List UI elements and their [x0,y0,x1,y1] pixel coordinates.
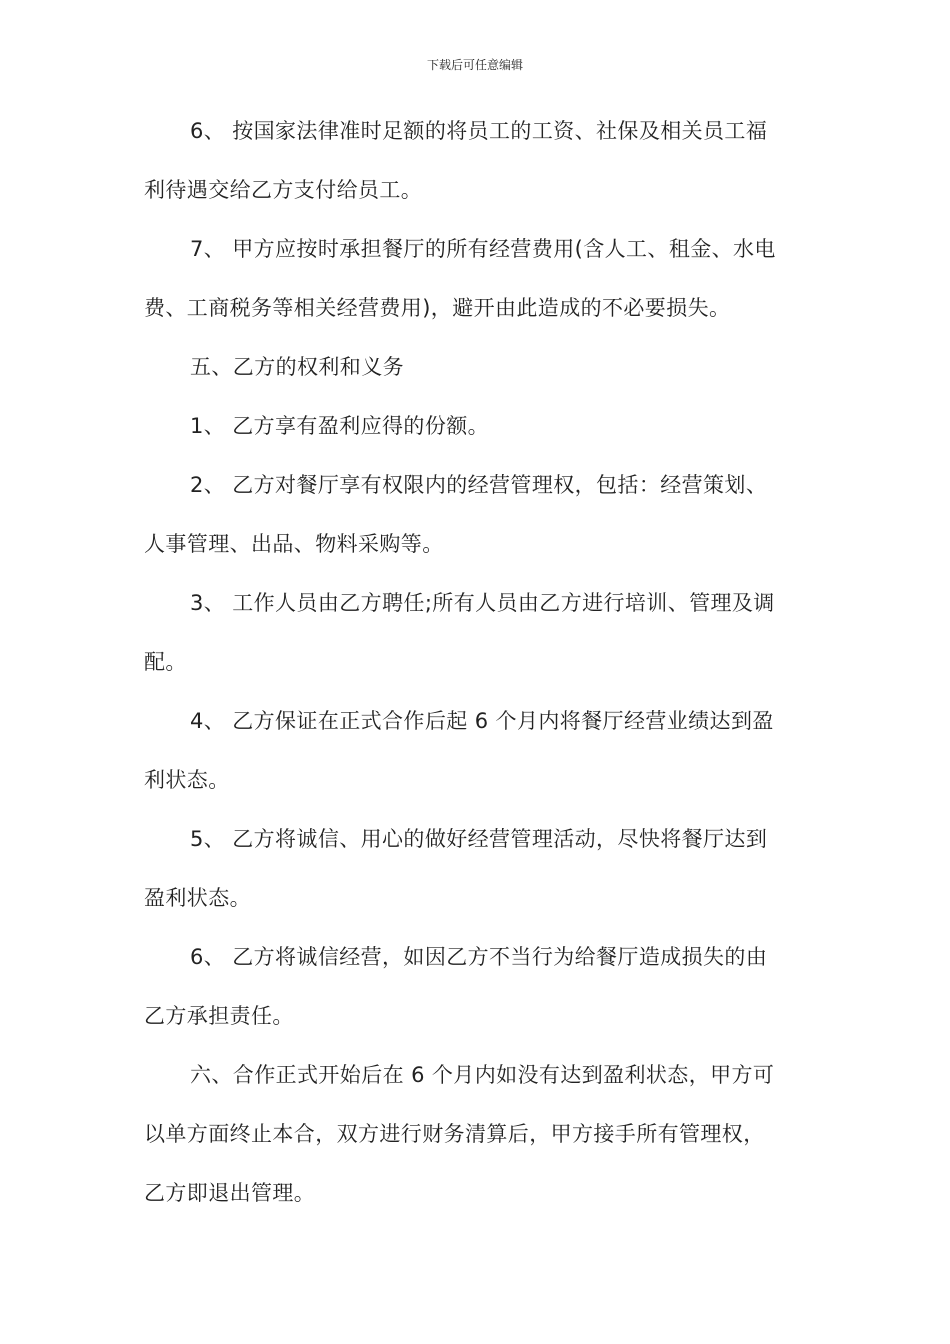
paragraph-line: 5、 乙方将诚信、用心的做好经营管理活动，尽快将餐厅达到 [190,827,768,851]
paragraph-line: 盈利状态。 [144,886,251,910]
paragraph-line: 3、 工作人员由乙方聘任;所有人员由乙方进行培训、管理及调 [190,591,775,615]
paragraph-line: 1、 乙方享有盈利应得的份额。 [190,414,490,438]
paragraph-line: 人事管理、出品、物料采购等。 [144,532,444,556]
paragraph-line: 乙方承担责任。 [144,1004,294,1028]
paragraph-line: 7、 甲方应按时承担餐厅的所有经营费用(含人工、租金、水电 [190,237,776,261]
paragraph-line: 利状态。 [144,768,230,792]
section-heading: 六、合作正式开始后在 6 个月内如没有达到盈利状态，甲方可 [190,1063,775,1087]
paragraph-line: 以单方面终止本合，双方进行财务清算后，甲方接手所有管理权， [144,1122,765,1146]
paragraph-line: 费、工商税务等相关经营费用)，避开由此造成的不必要损失。 [144,296,731,320]
paragraph-line: 2、 乙方对餐厅享有权限内的经营管理权，包括：经营策划、 [190,473,768,497]
paragraph-line: 6、 乙方将诚信经营，如因乙方不当行为给餐厅造成损失的由 [190,945,768,969]
page-header: 下载后可任意编辑 [426,58,523,72]
paragraph-line: 4、 乙方保证在正式合作后起 6 个月内将餐厅经营业绩达到盈 [190,709,774,733]
paragraph-line: 配。 [144,650,187,674]
paragraph-line: 6、 按国家法律准时足额的将员工的工资、社保及相关员工福 [190,119,768,143]
paragraph-line: 利待遇交给乙方支付给员工。 [144,178,423,202]
section-heading: 五、乙方的权利和义务 [190,355,404,379]
paragraph-line: 乙方即退出管理。 [144,1181,316,1205]
